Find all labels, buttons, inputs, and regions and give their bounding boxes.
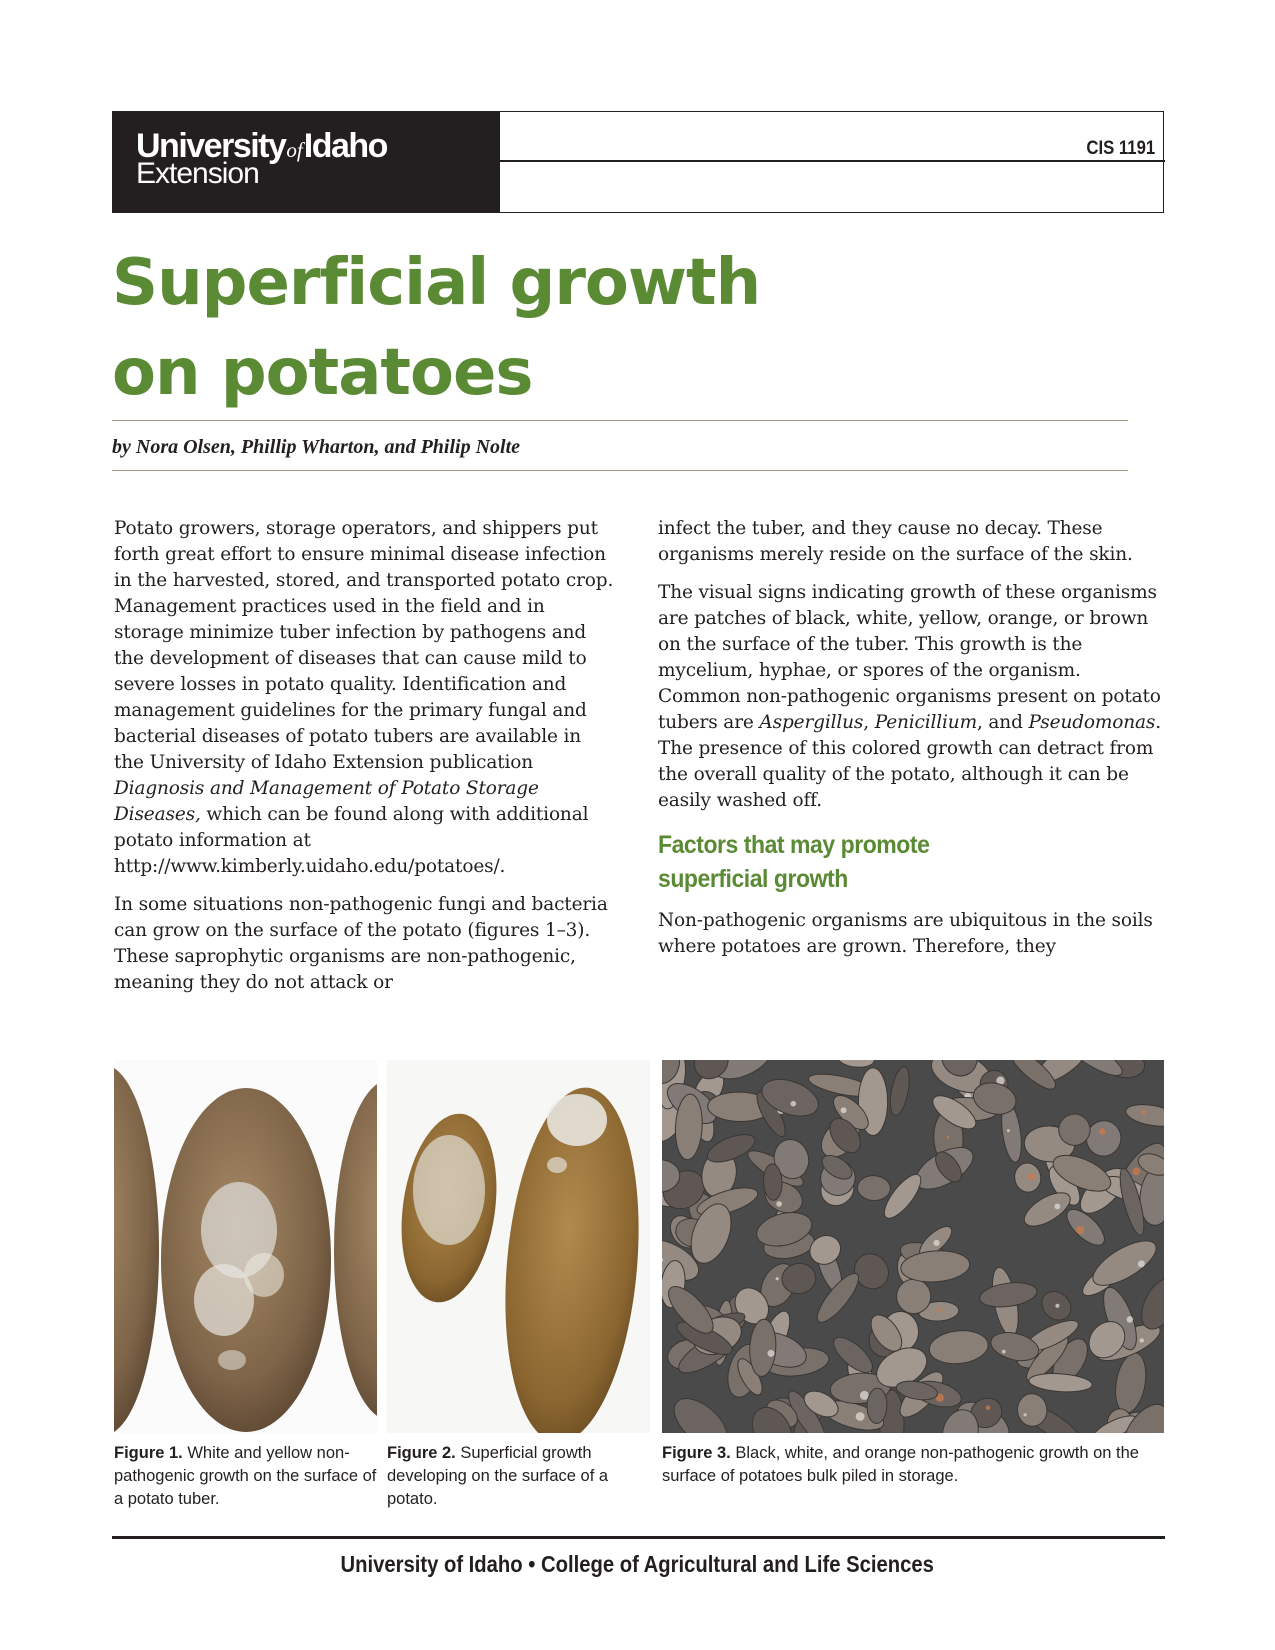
surface-growth-spot [860, 1391, 869, 1400]
caption-text: Superficial growth developing on the surface of a potato. [387, 1444, 609, 1508]
document-title [112, 238, 760, 418]
byline-top-rule [112, 420, 1128, 421]
text-run: The visual signs indicating growth of these organisms are patches of black, white, yellow, orange, or brown on the surface of the tuber. This growth is the mycelium, hyphae, or spores of the organism. Common non-pathogenic organisms present on potato tubers are [658, 582, 1161, 733]
figure-2-caption [387, 1442, 652, 1511]
surface-growth-spot [841, 1107, 847, 1113]
organism-name: Pseudomonas [1028, 712, 1156, 733]
surface-growth-spot [1028, 1173, 1035, 1180]
figure-3-photo [662, 1060, 1164, 1433]
title-line-2: on potatoes [112, 336, 533, 410]
figure-1-photo [114, 1060, 377, 1433]
surface-growth-spot [856, 1412, 865, 1421]
figure-3-caption [662, 1442, 1162, 1488]
surface-growth-spot [791, 1101, 797, 1107]
header-divider [500, 160, 1165, 162]
text-run: . The presence of this colored growth can detract from the overall quality of the potato, although it can be easily washed off. [658, 712, 1161, 811]
surface-growth-spot [1133, 1168, 1141, 1176]
surface-growth-spot [947, 1136, 950, 1139]
header-box [500, 111, 1164, 213]
surface-growth-spot [1002, 1350, 1006, 1354]
surface-growth-spot [938, 1308, 942, 1312]
logo-extension: Extension [136, 157, 259, 190]
section-heading [658, 828, 1127, 896]
title-line-1: Superficial growth [112, 246, 761, 320]
logo-of: of [286, 138, 303, 162]
surface-growth-spot [1138, 1260, 1145, 1267]
paragraph: In some situations non-pathogenic fungi and bacteria can grow on the surface of the potato (figures 1–3). These saprophytic organisms are non-pathogenic, meaning they do not attack or [114, 894, 608, 993]
column-right [658, 516, 1168, 972]
column-left [114, 516, 614, 1008]
byline-bottom-rule [112, 470, 1128, 471]
byline: by Nora Olsen, Phillip Wharton, and Philip Nolte [112, 436, 521, 458]
logo-university: University [136, 127, 286, 165]
figure-1-caption [114, 1442, 379, 1511]
text-run: which can be found along with additional potato information at http://www.kimberly.uidaho.edu/potatoes/. [114, 804, 589, 877]
logo-idaho: Idaho [303, 127, 387, 165]
surface-growth-spot [1007, 1129, 1010, 1132]
caption-text: White and yellow non-pathogenic growth on the surface of a potato tuber. [114, 1444, 377, 1508]
surface-growth-spot [1141, 1110, 1146, 1115]
paragraph [658, 580, 1168, 814]
heading-line-2: superficial growth [658, 865, 848, 893]
text-run: Potato growers, storage operators, and shippers put forth great effort to ensure minimal disease infection in the harvested, stored, and transported potato crop. Management practices used in the field and in storage minimize tuber infection by pathogens and the development of diseases that can cause mild to severe losses in potato quality. Identification and management guidelines for the primary fungal and bacterial diseases of potato tubers are available in the University of Idaho Extension publication [114, 518, 614, 773]
surface-growth-spot [768, 1350, 775, 1357]
surface-growth-spot [1099, 1128, 1105, 1134]
surface-growth-spot [1055, 1304, 1059, 1308]
text-run: , [863, 712, 875, 733]
figure-label: Figure 1. [114, 1444, 183, 1462]
footer-text: University of Idaho • College of Agricultural and Life Sciences [340, 1551, 935, 1577]
header [112, 111, 1165, 213]
surface-growth-spot [776, 1201, 782, 1207]
publication-number: CIS 1191 [1086, 138, 1155, 159]
caption-text: Black, white, and orange non-pathogenic growth on the surface of potatoes bulk piled in storage. [662, 1444, 1139, 1485]
surface-growth-spot [1076, 1226, 1084, 1234]
organism-name: Aspergillus [759, 712, 864, 733]
organism-name: Penicillium [874, 712, 977, 733]
text-run: , and [976, 712, 1029, 733]
figure-label: Figure 2. [387, 1444, 456, 1462]
surface-growth-spot [1127, 1316, 1134, 1323]
surface-growth-spot [986, 1405, 991, 1410]
heading-line-1: Factors that may promote [658, 831, 930, 859]
figure-2-photo [387, 1060, 650, 1433]
surface-growth-spot [776, 1277, 779, 1280]
university-of-idaho-extension-logo [112, 111, 500, 213]
surface-growth-spot [1140, 1338, 1144, 1342]
paragraph: Non-pathogenic organisms are ubiquitous in the soils where potatoes are grown. Therefore, they [658, 910, 1153, 957]
surface-growth-spot [1024, 1413, 1027, 1416]
surface-growth-spot [934, 1240, 940, 1246]
publication-title: Diagnosis and Management of Potato Storage Diseases, [114, 778, 539, 825]
figure-label: Figure 3. [662, 1444, 731, 1462]
footer-rule [112, 1536, 1165, 1539]
paragraph [114, 516, 614, 880]
paragraph: infect the tuber, and they cause no decay. These organisms merely reside on the surface of the skin. [658, 518, 1133, 565]
footer [0, 1551, 1275, 1578]
surface-growth-spot [1055, 1204, 1061, 1210]
